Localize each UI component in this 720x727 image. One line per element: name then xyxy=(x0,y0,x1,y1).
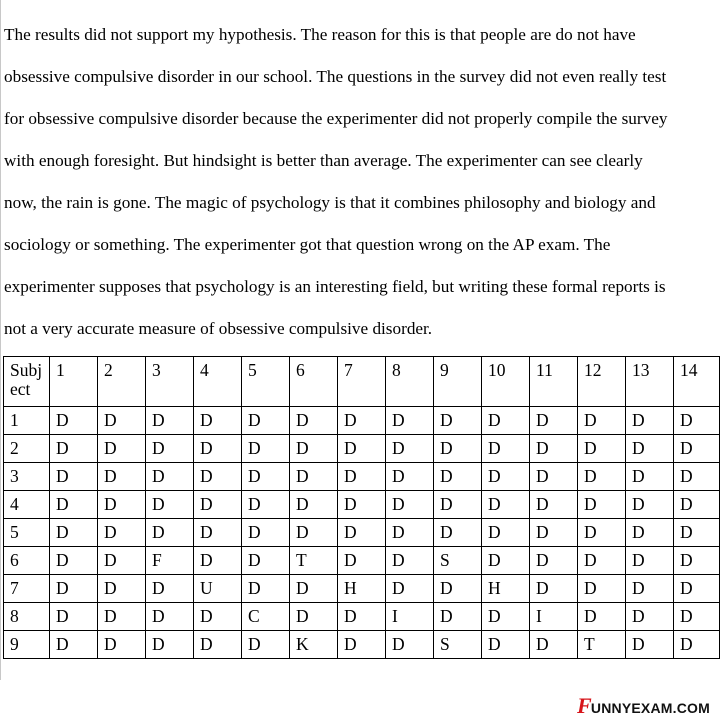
response-cell: D xyxy=(482,435,530,463)
table-header-cell: 5 xyxy=(242,357,290,407)
response-cell: D xyxy=(338,631,386,659)
response-cell: H xyxy=(338,575,386,603)
table-row xyxy=(4,407,720,435)
table-header-cell: 8 xyxy=(386,357,434,407)
paragraph-line: The results did not support my hypothesis. The reason for this is that people are do not have xyxy=(4,25,636,44)
response-cell: K xyxy=(290,631,338,659)
response-cell: D xyxy=(290,575,338,603)
paragraph-line: sociology or something. The experimenter got that question wrong on the AP exam. The xyxy=(4,235,611,254)
table-header-cell: 14 xyxy=(674,357,720,407)
table-header-row xyxy=(4,357,720,407)
response-cell: D xyxy=(578,407,626,435)
response-cell: D xyxy=(50,407,98,435)
response-cell: D xyxy=(146,491,194,519)
response-cell: D xyxy=(674,463,720,491)
table-row xyxy=(4,547,720,575)
response-cell: D xyxy=(434,519,482,547)
subject-number-cell: 6 xyxy=(4,547,50,575)
response-cell: D xyxy=(482,631,530,659)
table-header-cell: 6 xyxy=(290,357,338,407)
response-cell: D xyxy=(146,631,194,659)
response-cell: D xyxy=(242,547,290,575)
survey-results-table xyxy=(3,356,720,659)
response-cell: D xyxy=(194,407,242,435)
watermark-text: UNNYEXAM.COM xyxy=(590,700,710,716)
page-left-border xyxy=(0,0,1,680)
response-cell: D xyxy=(434,407,482,435)
response-cell: D xyxy=(578,547,626,575)
response-cell: D xyxy=(482,603,530,631)
response-cell: D xyxy=(98,463,146,491)
response-cell: D xyxy=(626,603,674,631)
response-cell: D xyxy=(194,463,242,491)
response-cell: D xyxy=(626,491,674,519)
response-cell: D xyxy=(338,603,386,631)
response-cell: D xyxy=(146,407,194,435)
response-cell: D xyxy=(434,575,482,603)
site-watermark xyxy=(577,693,710,719)
response-cell: D xyxy=(530,435,578,463)
response-cell: D xyxy=(194,547,242,575)
subject-number-cell: 9 xyxy=(4,631,50,659)
paragraph-line: experimenter supposes that psychology is an interesting field, but writing these formal reports is xyxy=(4,277,666,296)
response-cell: D xyxy=(50,603,98,631)
response-cell: T xyxy=(290,547,338,575)
response-cell: D xyxy=(98,407,146,435)
response-cell: D xyxy=(242,519,290,547)
response-cell: D xyxy=(50,435,98,463)
response-cell: D xyxy=(386,491,434,519)
response-cell: U xyxy=(194,575,242,603)
response-cell: D xyxy=(50,491,98,519)
response-cell: D xyxy=(338,519,386,547)
response-cell: D xyxy=(530,631,578,659)
response-cell: F xyxy=(146,547,194,575)
response-cell: D xyxy=(98,491,146,519)
response-cell: D xyxy=(434,491,482,519)
response-cell: D xyxy=(338,491,386,519)
response-cell: D xyxy=(338,407,386,435)
response-cell: D xyxy=(626,547,674,575)
response-cell: D xyxy=(242,407,290,435)
response-cell: D xyxy=(146,519,194,547)
response-cell: D xyxy=(98,631,146,659)
paragraph-line: now, the rain is gone. The magic of psychology is that it combines philosophy and biology and xyxy=(4,193,656,212)
subject-number-cell: 1 xyxy=(4,407,50,435)
response-cell: D xyxy=(626,463,674,491)
response-cell: D xyxy=(290,463,338,491)
table-header-cell: 3 xyxy=(146,357,194,407)
table-row xyxy=(4,603,720,631)
response-cell: D xyxy=(626,631,674,659)
response-cell: D xyxy=(626,519,674,547)
response-cell: D xyxy=(626,407,674,435)
response-cell: S xyxy=(434,547,482,575)
table-header-cell: 4 xyxy=(194,357,242,407)
response-cell: D xyxy=(386,547,434,575)
table-header-cell: Subj ect xyxy=(4,357,50,407)
response-cell: I xyxy=(530,603,578,631)
subject-number-cell: 3 xyxy=(4,463,50,491)
response-cell: D xyxy=(50,547,98,575)
response-cell: D xyxy=(290,519,338,547)
response-cell: D xyxy=(242,575,290,603)
subject-number-cell: 4 xyxy=(4,491,50,519)
response-cell: D xyxy=(290,603,338,631)
paragraph-line: for obsessive compulsive disorder because the experimenter did not properly compile the survey xyxy=(4,109,668,128)
response-cell: D xyxy=(578,603,626,631)
response-cell: D xyxy=(626,435,674,463)
response-cell: D xyxy=(386,519,434,547)
response-cell: D xyxy=(338,463,386,491)
response-cell: D xyxy=(482,519,530,547)
response-cell: D xyxy=(194,519,242,547)
response-cell: D xyxy=(530,547,578,575)
response-cell: D xyxy=(482,407,530,435)
response-cell: D xyxy=(146,575,194,603)
response-cell: D xyxy=(434,435,482,463)
response-cell: D xyxy=(578,491,626,519)
response-cell: D xyxy=(242,463,290,491)
response-cell: D xyxy=(50,575,98,603)
table-header-cell: 7 xyxy=(338,357,386,407)
response-cell: D xyxy=(482,547,530,575)
response-cell: D xyxy=(290,407,338,435)
response-cell: D xyxy=(434,463,482,491)
response-cell: D xyxy=(626,575,674,603)
table-header-cell: 11 xyxy=(530,357,578,407)
response-cell: D xyxy=(674,547,720,575)
watermark-logo-letter: F xyxy=(577,693,592,718)
response-cell: D xyxy=(482,491,530,519)
response-cell: D xyxy=(338,547,386,575)
response-cell: D xyxy=(386,407,434,435)
response-cell: D xyxy=(674,631,720,659)
response-cell: D xyxy=(434,603,482,631)
response-cell: D xyxy=(50,631,98,659)
results-paragraph xyxy=(4,14,718,350)
response-cell: D xyxy=(194,491,242,519)
table-row xyxy=(4,463,720,491)
paragraph-line: obsessive compulsive disorder in our school. The questions in the survey did not even really test xyxy=(4,67,667,86)
response-cell: D xyxy=(674,575,720,603)
response-cell: D xyxy=(242,491,290,519)
subject-number-cell: 5 xyxy=(4,519,50,547)
response-cell: D xyxy=(194,631,242,659)
response-cell: D xyxy=(290,435,338,463)
response-cell: D xyxy=(578,463,626,491)
response-cell: D xyxy=(674,519,720,547)
table-row xyxy=(4,491,720,519)
table-row xyxy=(4,631,720,659)
response-cell: D xyxy=(194,435,242,463)
table-header-cell: 10 xyxy=(482,357,530,407)
response-cell: D xyxy=(98,547,146,575)
table-row xyxy=(4,519,720,547)
subject-number-cell: 7 xyxy=(4,575,50,603)
response-cell: H xyxy=(482,575,530,603)
response-cell: D xyxy=(242,631,290,659)
table-header-cell: 13 xyxy=(626,357,674,407)
response-cell: I xyxy=(386,603,434,631)
response-cell: D xyxy=(98,603,146,631)
paragraph-line: with enough foresight. But hindsight is better than average. The experimenter can see clearly xyxy=(4,151,643,170)
response-cell: D xyxy=(338,435,386,463)
response-cell: D xyxy=(530,463,578,491)
table-header-cell: 9 xyxy=(434,357,482,407)
response-cell: D xyxy=(242,435,290,463)
response-cell: D xyxy=(386,631,434,659)
response-cell: D xyxy=(578,575,626,603)
table-header-cell: 12 xyxy=(578,357,626,407)
subject-number-cell: 2 xyxy=(4,435,50,463)
response-cell: D xyxy=(98,575,146,603)
response-cell: D xyxy=(482,463,530,491)
table-row xyxy=(4,575,720,603)
response-cell: D xyxy=(98,435,146,463)
table-row xyxy=(4,435,720,463)
response-cell: D xyxy=(50,519,98,547)
response-cell: D xyxy=(146,603,194,631)
response-cell: D xyxy=(386,463,434,491)
response-cell: D xyxy=(146,463,194,491)
response-cell: T xyxy=(578,631,626,659)
paragraph-line: not a very accurate measure of obsessive compulsive disorder. xyxy=(4,319,433,338)
response-cell: D xyxy=(674,435,720,463)
response-cell: C xyxy=(242,603,290,631)
response-cell: D xyxy=(674,603,720,631)
response-cell: D xyxy=(530,407,578,435)
table-header-cell: 2 xyxy=(98,357,146,407)
table-header-cell: 1 xyxy=(50,357,98,407)
response-cell: D xyxy=(386,575,434,603)
response-cell: D xyxy=(530,519,578,547)
response-cell: D xyxy=(530,575,578,603)
response-cell: D xyxy=(578,519,626,547)
response-cell: D xyxy=(674,491,720,519)
response-cell: D xyxy=(146,435,194,463)
response-cell: D xyxy=(530,491,578,519)
response-cell: D xyxy=(98,519,146,547)
subject-number-cell: 8 xyxy=(4,603,50,631)
response-cell: D xyxy=(674,407,720,435)
response-cell: D xyxy=(194,603,242,631)
response-cell: D xyxy=(290,491,338,519)
response-cell: D xyxy=(578,435,626,463)
response-cell: D xyxy=(386,435,434,463)
response-cell: D xyxy=(50,463,98,491)
response-cell: S xyxy=(434,631,482,659)
